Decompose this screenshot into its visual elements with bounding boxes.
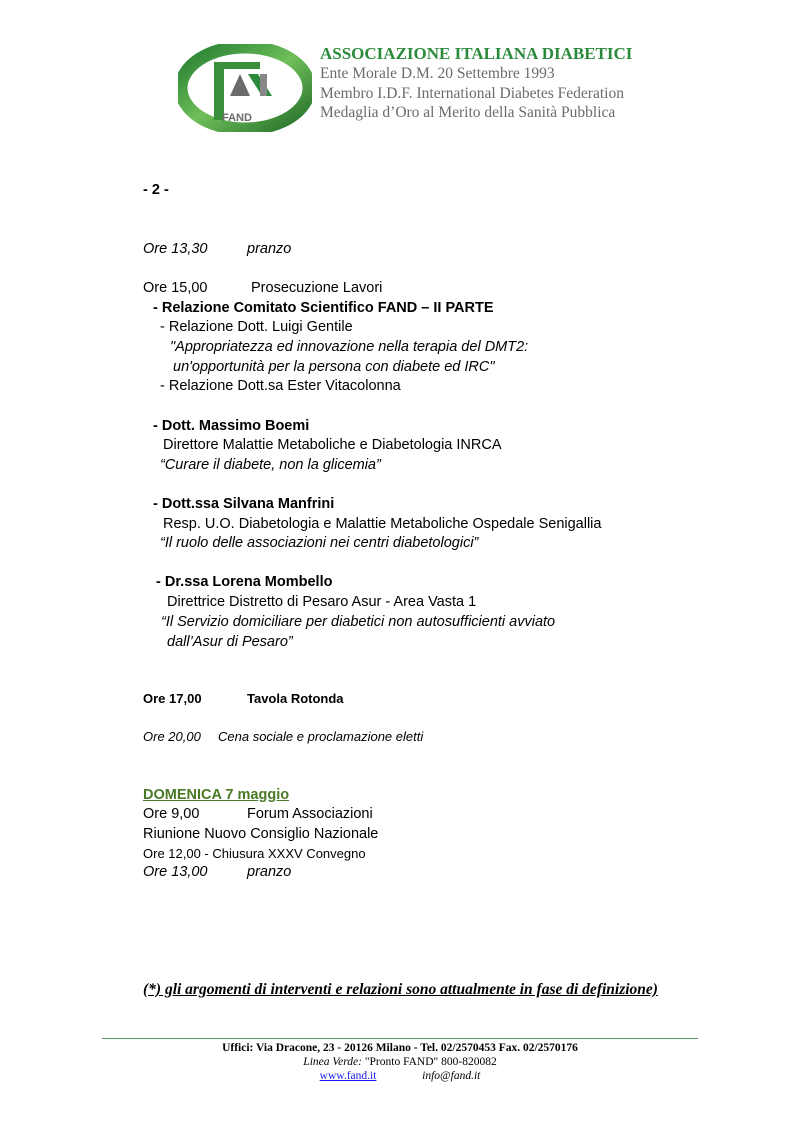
sunday-heading: DOMENICA 7 maggio [143,787,290,803]
gentile-title-2: un'opportunità per la persona con diabete ed IRC" [173,359,495,375]
work-time: Ore 15,00 [143,280,208,296]
page-number: - 2 - [143,182,169,198]
manfrini-role: Resp. U.O. Diabetologia e Malattie Metaboliche Ospedale Senigallia [163,516,602,532]
round-table-label: Tavola Rotonda [247,691,344,706]
footer-contacts [0,1070,800,1082]
forum-label: Forum Associazioni [247,806,373,822]
org-line-3: Medaglia d’Oro al Merito della Sanità Pubblica [320,104,616,121]
green-line-label: Linea Verde: [303,1056,362,1068]
manfrini-name: - Dott.ssa Silvana Manfrini [153,496,335,512]
website-link[interactable]: www.fand.it [319,1070,377,1082]
mombello-title-2: dall’Asur di Pesaro” [167,634,293,650]
boemi-role: Direttore Malattie Metaboliche e Diabetologia INRCA [163,437,502,453]
dinner-label: Cena sociale e proclamazione eletti [218,729,424,744]
work-label: Prosecuzione Lavori [251,280,383,296]
round-table-time: Ore 17,00 [143,691,202,706]
sunday-lunch-time: Ore 13,00 [143,864,208,880]
forum-time: Ore 9,00 [143,806,200,822]
fand-logo [178,44,312,132]
vitacolonna-report: - Relazione Dott.sa Ester Vitacolonna [160,378,401,394]
email-link[interactable]: info@fand.it [422,1070,481,1082]
lunch-label: pranzo [247,241,292,257]
mombello-title-1: “Il Servizio domiciliare per diabetici non autosufficienti avviato [161,614,556,630]
green-line-value: "Pronto FAND" 800-820082 [361,1056,497,1068]
org-line-2: Membro I.D.F. International Diabetes Federation [320,85,624,102]
committee-heading: - Relazione Comitato Scientifico FAND – II PARTE [153,300,494,316]
footer-divider [102,1038,698,1039]
footer-offices: Uffici: Via Dracone, 23 - 20126 Milano - Tel. 02/2570453 Fax. 02/2570176 [222,1042,578,1054]
manfrini-title: “Il ruolo delle associazioni nei centri diabetologici” [160,535,479,551]
boemi-name: - Dott. Massimo Boemi [153,418,310,434]
logo-text: FAND [222,112,252,124]
dinner-time: Ore 20,00 [143,729,201,744]
sunday-lunch-label: pranzo [247,864,292,880]
lunch-time: Ore 13,30 [143,241,208,257]
boemi-title: “Curare il diabete, non la glicemia” [160,457,381,473]
org-line-1: Ente Morale D.M. 20 Settembre 1993 [320,65,555,82]
gentile-report: - Relazione Dott. Luigi Gentile [160,319,353,335]
gentile-title-1: "Appropriatezza ed innovazione nella terapia del DMT2: [170,339,529,355]
mombello-name: - Dr.ssa Lorena Mombello [156,574,333,590]
council-meeting: Riunione Nuovo Consiglio Nazionale [143,826,379,842]
org-name: ASSOCIAZIONE ITALIANA DIABETICI [320,44,633,63]
footer-green-line [0,1056,800,1068]
closing-line: Ore 12,00 - Chiusura XXXV Convegno [143,846,366,861]
mombello-role: Direttrice Distretto di Pesaro Asur - Area Vasta 1 [167,594,477,610]
definition-note: (*) gli argomenti di interventi e relazioni sono attualmente in fase di definizione) [143,981,658,998]
